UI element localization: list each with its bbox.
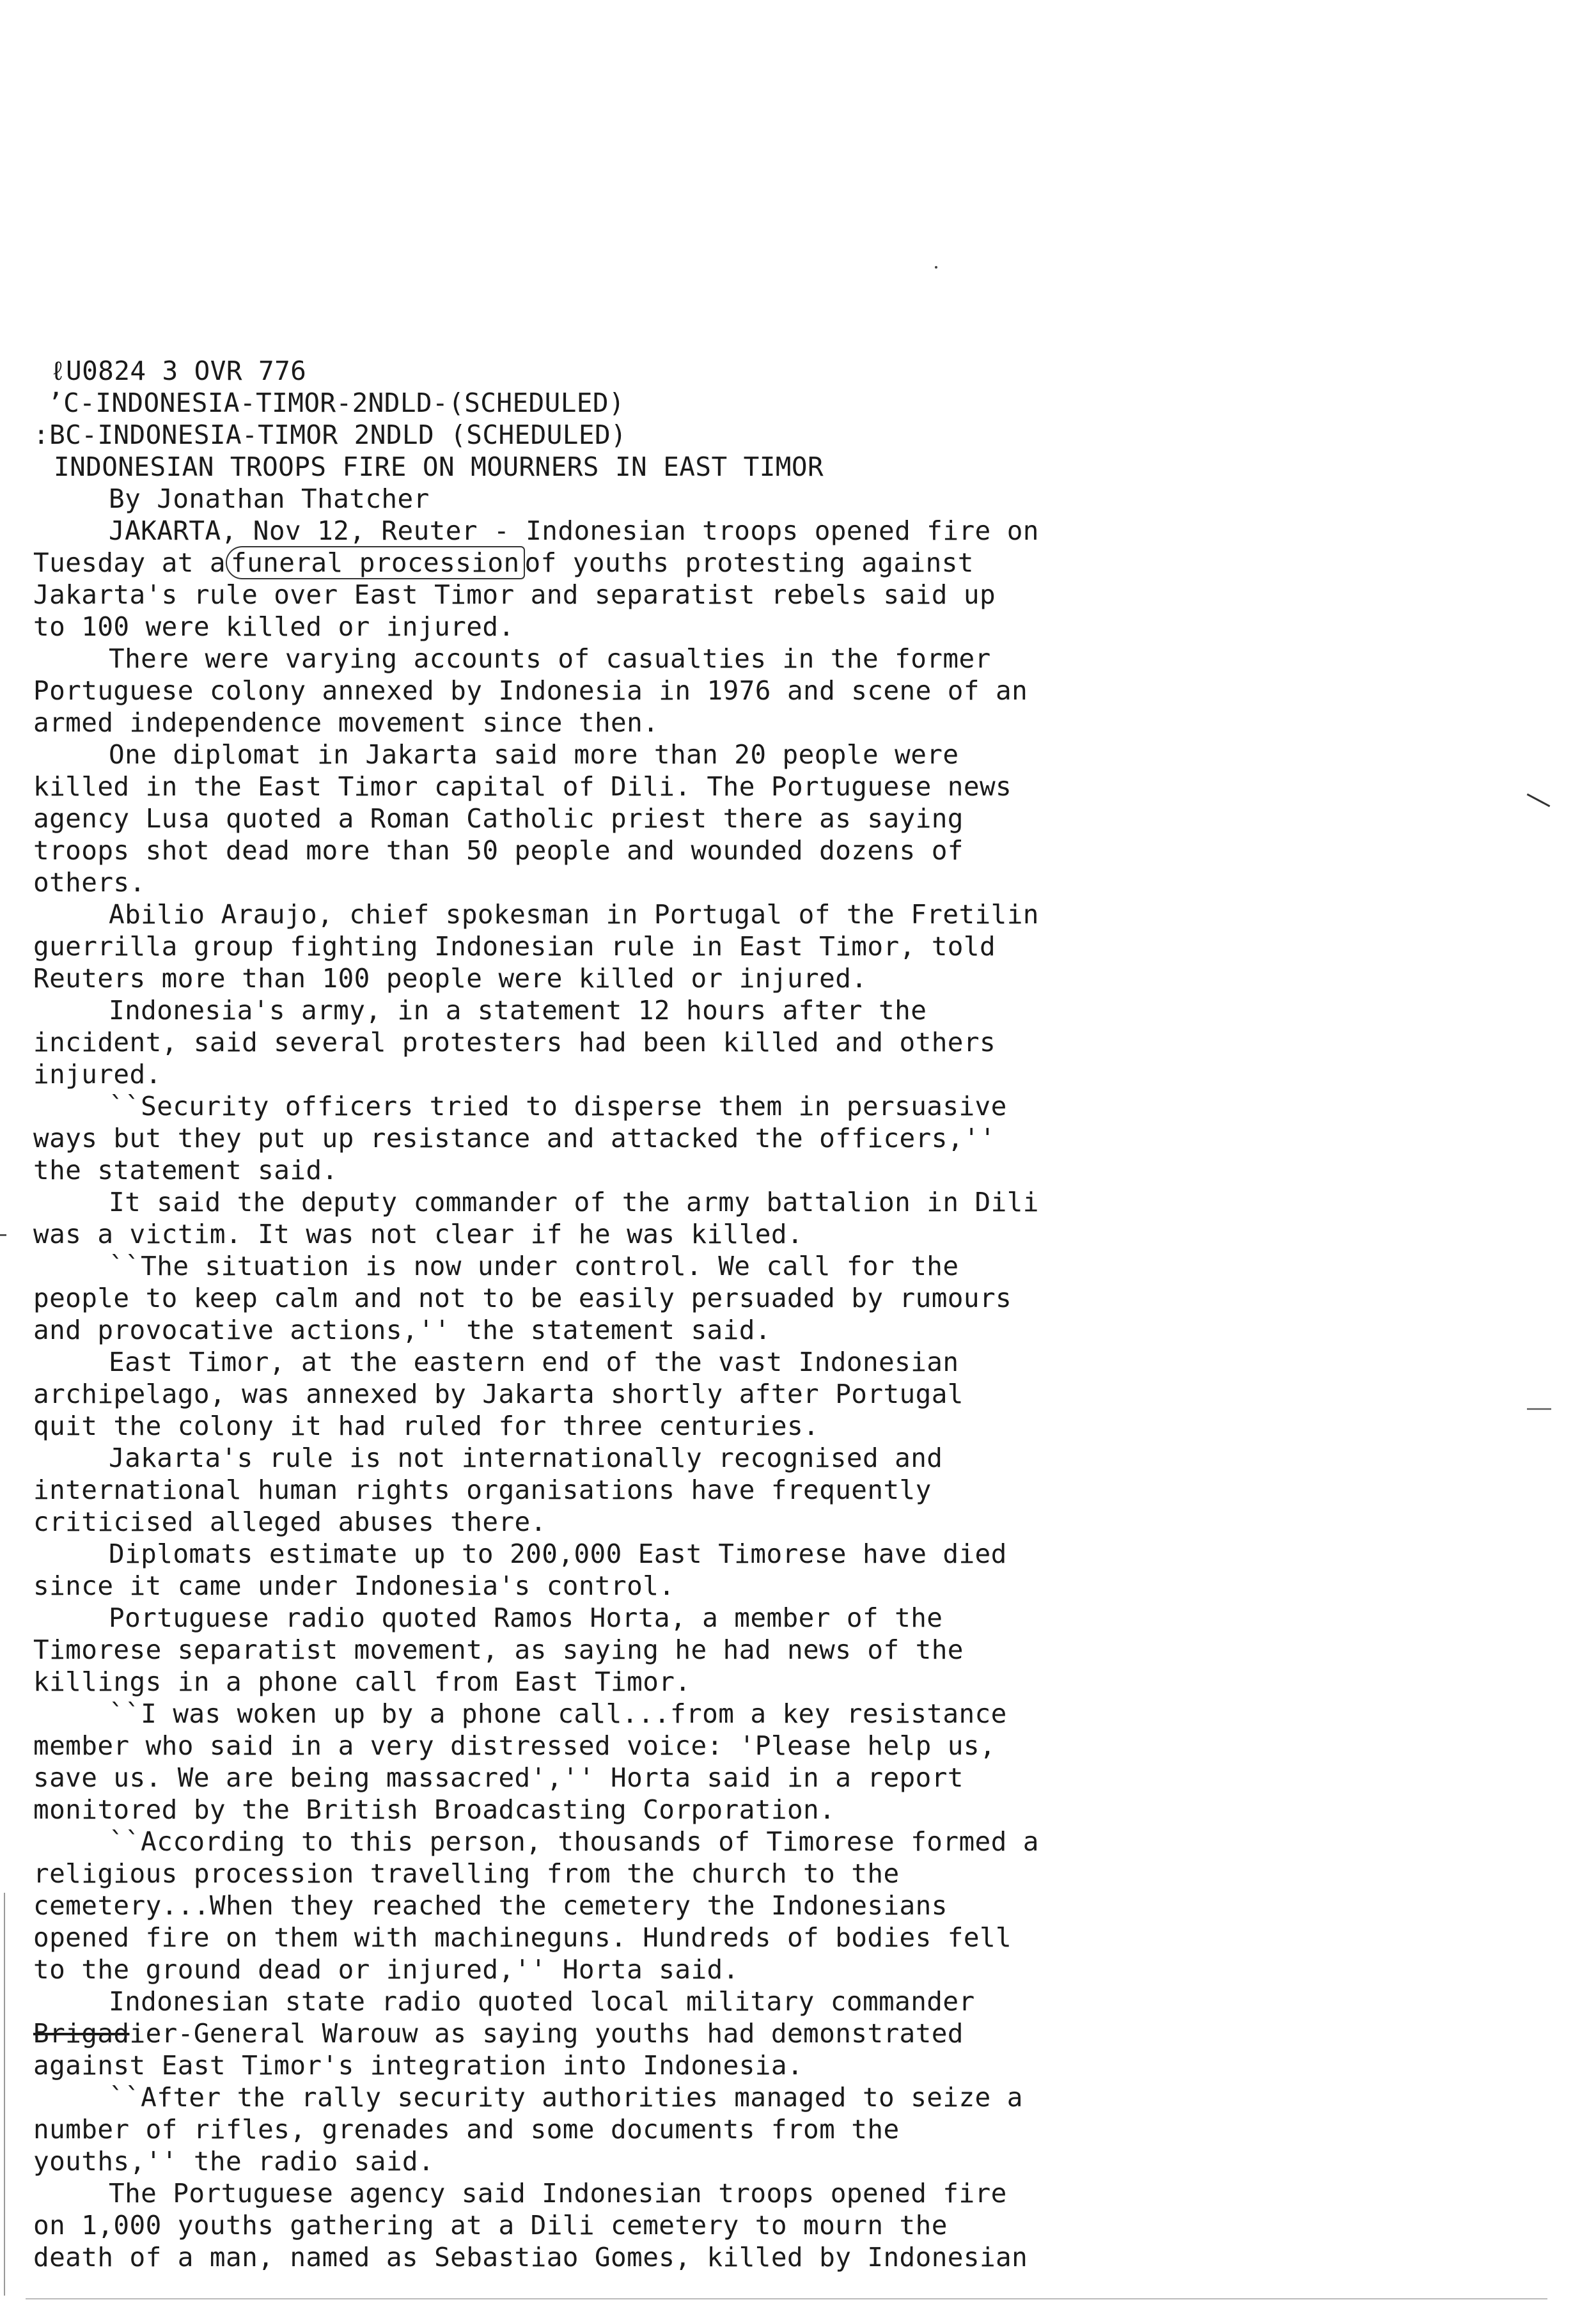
line-text: on 1,000 youths gathering at a Dili cemetery to mourn the [33, 2210, 948, 2241]
line-text: ways but they put up resistance and attacked the officers,'' [33, 1123, 996, 1154]
line-text: The Portuguese agency said Indonesian troops opened fire [109, 2178, 1007, 2209]
text-line [33, 1570, 1312, 1602]
text-line [33, 1730, 1312, 1762]
margin-rule-left [4, 1893, 5, 2296]
line-text: ``I was woken up by a phone call...from a key resistance [109, 1698, 1007, 1729]
text-line [33, 1954, 1312, 1985]
line-text: monitored by the British Broadcasting Corporation. [33, 1794, 836, 1825]
line-text: Tuesday at a [33, 547, 226, 578]
line-text: others. [33, 867, 146, 898]
text-line [33, 2081, 1312, 2113]
text-line [33, 2177, 1312, 2209]
line-text: ``Security officers tried to disperse them in persuasive [109, 1091, 1007, 1122]
text-line [33, 1698, 1312, 1730]
line-text: One diplomat in Jakarta said more than 20 people were [109, 739, 959, 770]
line-text: Indonesia's army, in a statement 12 hours after the [109, 995, 927, 1026]
line-text: Indonesian state radio quoted local military commander [109, 1986, 975, 2017]
line-text: to the ground dead or injured,'' Horta said. [33, 1954, 739, 1985]
text-line [33, 1442, 1312, 1474]
text-line [33, 866, 1312, 898]
line-text: killed in the East Timor capital of Dili. The Portuguese news [33, 771, 1012, 802]
text-line [33, 1122, 1312, 1154]
text-line [33, 930, 1312, 962]
text-line [33, 1890, 1312, 1922]
text-line [33, 803, 1312, 834]
text-line [33, 1506, 1312, 1538]
text-line [33, 1985, 1312, 2017]
line-text: injured. [33, 1059, 162, 1090]
line-text: Portuguese colony annexed by Indonesia in 1976 and scene of an [33, 675, 1028, 706]
line-text: member who said in a very distressed voice: 'Please help us, [33, 1730, 996, 1761]
line-text: religious procession travelling from the church to the [33, 1858, 900, 1889]
slug-line-2: :BC-INDONESIA-TIMOR 2NDLD (SCHEDULED) [33, 419, 627, 450]
text-line [33, 643, 1312, 675]
article-body [33, 515, 1312, 2273]
scan-mark-right [1527, 794, 1551, 807]
text-line [33, 1346, 1312, 1378]
line-text: criticised alleged abuses there. [33, 1507, 547, 1537]
text-line [33, 1186, 1312, 1218]
line-text: There were varying accounts of casualties in the former [109, 643, 991, 674]
scan-speck [935, 266, 937, 269]
line-text: since it came under Indonesia's control. [33, 1570, 675, 1601]
text-line [33, 1538, 1312, 1570]
line-text: guerrilla group fighting Indonesian rule in East Timor, told [33, 931, 996, 962]
text-line [33, 1858, 1312, 1890]
text-line [33, 2241, 1312, 2273]
line-text: against East Timor's integration into Indonesia. [33, 2050, 804, 2081]
text-line [33, 2049, 1312, 2081]
line-text: JAKARTA, Nov 12, Reuter - Indonesian troops opened fire on [109, 515, 1039, 546]
text-line [33, 1378, 1312, 1410]
text-line [33, 611, 1312, 643]
line-text: East Timor, at the eastern end of the vast Indonesian [109, 1347, 959, 1377]
line-text: Timorese separatist movement, as saying he had news of the [33, 1634, 964, 1665]
text-line [33, 1090, 1312, 1122]
line-text: archipelago, was annexed by Jakarta shortly after Portugal [33, 1379, 964, 1409]
text-line [33, 1314, 1312, 1346]
bottom-rule [26, 2298, 1547, 2299]
circled-phrase: funeral procession [226, 546, 525, 579]
text-line [33, 739, 1312, 771]
scan-mark-right-2 [1527, 1408, 1551, 1410]
headline: INDONESIAN TROOPS FIRE ON MOURNERS IN EAST TIMOR [54, 451, 824, 482]
line-text: to 100 were killed or injured. [33, 611, 515, 642]
text-line [33, 547, 1312, 579]
line-text: the statement said. [33, 1155, 338, 1186]
text-line [33, 1410, 1312, 1442]
text-line [33, 994, 1312, 1026]
text-line [33, 1602, 1312, 1634]
line-text: people to keep calm and not to be easily persuaded by rumours [33, 1283, 1012, 1313]
text-line [33, 1250, 1312, 1282]
line-text: It said the deputy commander of the army battalion in Dili [109, 1187, 1039, 1218]
line-text: cemetery...When they reached the cemetery the Indonesians [33, 1890, 948, 1921]
line-text: ``The situation is now under control. We call for the [109, 1251, 959, 1281]
text-line [33, 2145, 1312, 2177]
text-line [33, 2017, 1312, 2049]
slug-line-1: ʼC-INDONESIA-TIMOR-2NDLD-(SCHEDULED) [47, 388, 625, 418]
text-line [33, 1474, 1312, 1506]
text-line [33, 1026, 1312, 1058]
text-line [33, 515, 1312, 547]
text-line [33, 1634, 1312, 1666]
line-text: Abilio Araujo, chief spokesman in Portugal of the Fretilin [109, 899, 1039, 930]
line-text: opened fire on them with machineguns. Hundreds of bodies fell [33, 1922, 1012, 1953]
line-text: number of rifles, grenades and some documents from the [33, 2114, 900, 2145]
text-line [33, 707, 1312, 739]
text-line [33, 1058, 1312, 1090]
line-text: Portuguese radio quoted Ramos Horta, a member of the [109, 1602, 943, 1633]
line-text: and provocative actions,'' the statement said. [33, 1315, 771, 1345]
text-line [33, 675, 1312, 707]
line-text: agency Lusa quoted a Roman Catholic priest there as saying [33, 803, 964, 834]
line-text: armed independence movement since then. [33, 707, 659, 738]
line-text: Jakarta's rule is not internationally recognised and [109, 1443, 943, 1473]
line-text: Jakarta's rule over East Timor and separatist rebels said up [33, 579, 996, 610]
text-line [33, 579, 1312, 611]
line-text: ``According to this person, thousands of Timorese formed a [109, 1826, 1039, 1857]
line-text: was a victim. It was not clear if he was killed. [33, 1219, 804, 1249]
line-text: troops shot dead more than 50 people and wounded dozens of [33, 835, 964, 866]
text-line [33, 1154, 1312, 1186]
text-line [33, 1218, 1312, 1250]
line-text: killings in a phone call from East Timor. [33, 1666, 691, 1697]
slug-code: ℓU0824 3 OVR 776 [50, 356, 307, 386]
line-text: incident, said several protesters had been killed and others [33, 1027, 996, 1058]
struck-text: Brigad [33, 2018, 130, 2049]
text-line [33, 834, 1312, 866]
text-line [33, 1666, 1312, 1698]
byline: By Jonathan Thatcher [109, 483, 430, 514]
line-text: of youths protesting against [524, 547, 974, 578]
text-line [33, 771, 1312, 803]
text-line [33, 1922, 1312, 1954]
line-text: death of a man, named as Sebastiao Gomes, killed by Indonesian [33, 2242, 1028, 2273]
text-line [33, 898, 1312, 930]
text-line [33, 1794, 1312, 1826]
text-line [33, 1282, 1312, 1314]
text-line [33, 962, 1312, 994]
article-text [33, 355, 1312, 2273]
text-line [33, 2113, 1312, 2145]
line-text: youths,'' the radio said. [33, 2146, 435, 2177]
line-text: save us. We are being massacred','' Horta said in a report [33, 1762, 964, 1793]
line-text: quit the colony it had ruled for three centuries. [33, 1411, 820, 1441]
line-text: Diplomats estimate up to 200,000 East Timorese have died [109, 1539, 1007, 1569]
line-text: international human rights organisations have frequently [33, 1475, 932, 1505]
line-text: Reuters more than 100 people were killed or injured. [33, 963, 868, 994]
text-line [33, 2209, 1312, 2241]
text-line [33, 1762, 1312, 1794]
line-text: ier-General Warouw as saying youths had demonstrated [129, 2018, 964, 2049]
line-text: ``After the rally security authorities managed to seize a [109, 2082, 1023, 2113]
text-line [33, 1826, 1312, 1858]
scan-mark-left [0, 1234, 6, 1236]
